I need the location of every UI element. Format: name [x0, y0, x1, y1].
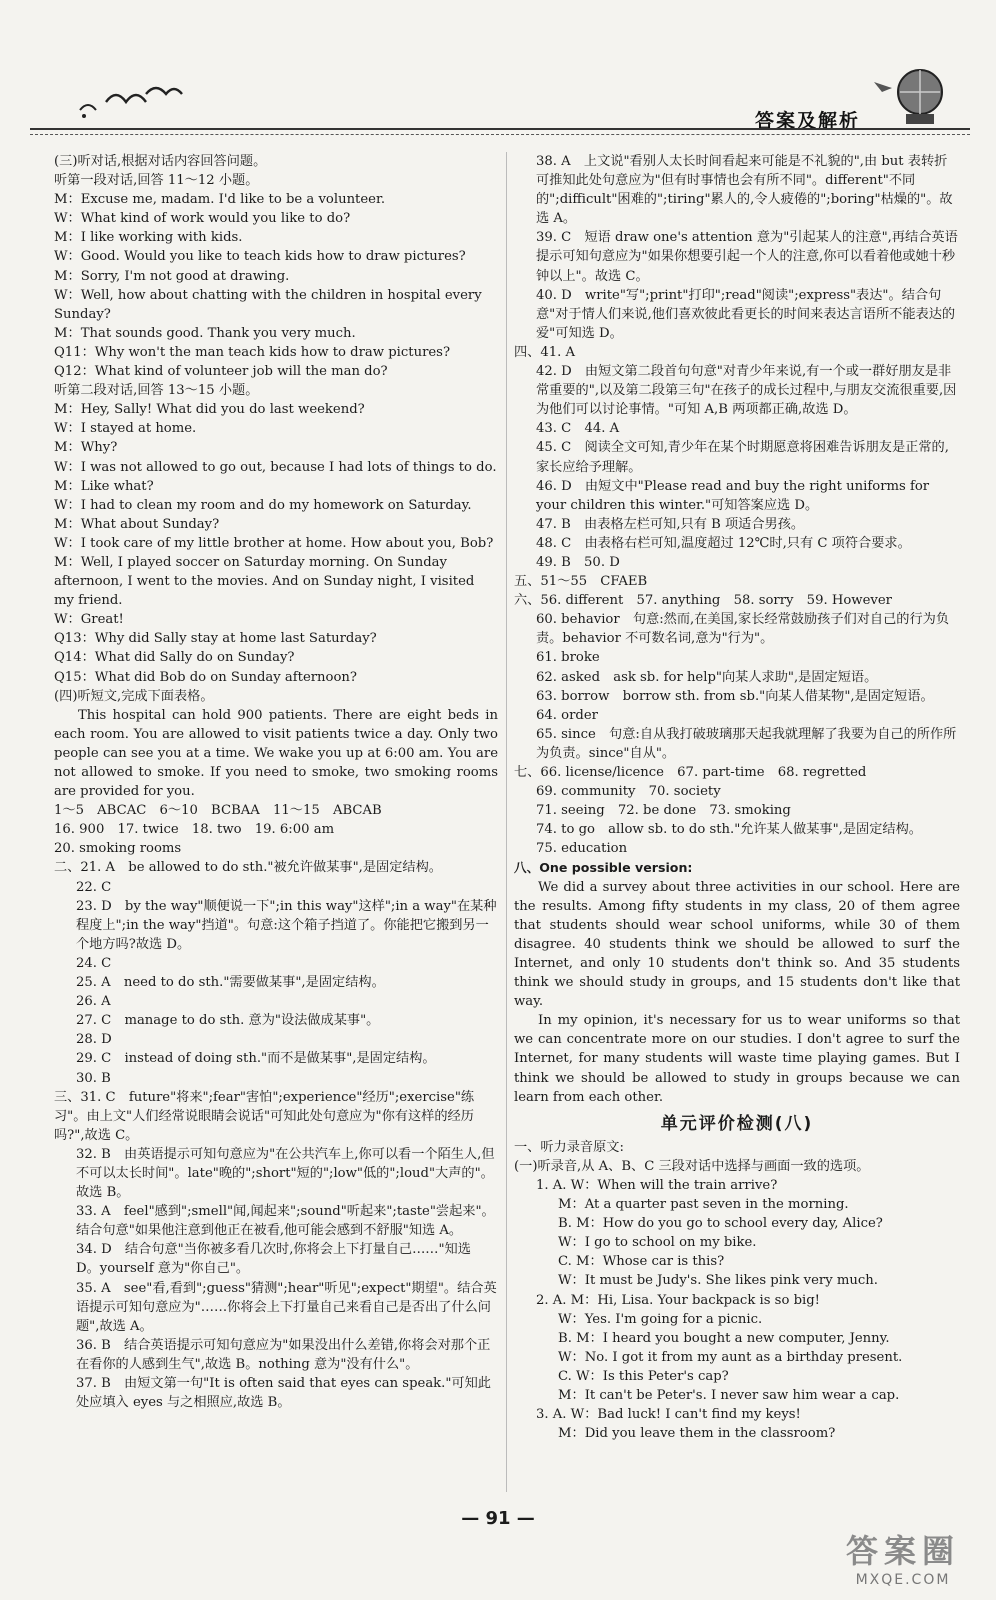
text-line: 62. asked ask sb. for help"向某人求助",是固定短语。 — [536, 669, 878, 685]
text-line: 35. A see"看,看到";guess"猜测";hear"听见";expect"期望"。结合英语提示可知句意应为"……你将会上下打量自己来看自己是否出了什么问题",故选 A。 — [76, 1280, 497, 1334]
text-line: 30. B — [76, 1070, 111, 1086]
text-line: C. M：Whose car is this? — [558, 1254, 725, 1270]
header-title: 答案及解析 — [754, 110, 860, 132]
text-line: M：At a quarter past seven in the morning. — [558, 1197, 849, 1213]
text-line: W：I go to school on my bike. — [558, 1235, 757, 1251]
text-line: 39. C 短语 draw one's attention 意为"引起某人的注意",再结合英语提示可知句意应为"如果你想要引起一个人的注意,你可以看着他或她十秒钟以上"。故选 C。 — [536, 230, 958, 284]
text-line: 八、One possible version: — [514, 860, 693, 876]
text-line: 49. B 50. D — [536, 554, 620, 570]
text-line: 61. broke — [536, 650, 600, 666]
text-line: W：Good. Would you like to teach kids how to draw pictures? — [54, 249, 466, 265]
text-line: M：Hey, Sally! What did you do last weekend? — [54, 402, 365, 418]
text-line: This hospital can hold 900 patients. There are eight beds in each room. You are allowed to visit patients twice a day. Only two people can see you at a time. We wake you up at 6:00 am. You are not allowed to smoke. If you need to smoke, two smoking rooms are provided for you. — [54, 707, 498, 800]
text-line: 1. A. W：When will the train arrive? — [536, 1177, 778, 1193]
text-line: C. W：Is this Peter's cap? — [558, 1368, 729, 1384]
text-line: 24. C — [76, 955, 112, 971]
text-line: M：Like what? — [54, 478, 154, 494]
watermark-text: 答案圈 — [845, 1532, 960, 1570]
text-line: 63. borrow borrow sth. from sb."向某人借某物",是固定短语。 — [536, 688, 934, 704]
text-line: (四)听短文,完成下面表格。 — [54, 688, 214, 704]
text-line: 七、66. license/licence 67. part-time 68. regretted — [514, 765, 867, 780]
text-line: 三、31. C future"将来";fear"害怕";experience"经历";exercise"练习"。由上文"人们经常说眼睛会说话"可知此处句意应为"你有这样的经历吗?",故选 C。 — [54, 1089, 475, 1143]
column-divider — [506, 152, 507, 1492]
text-line: 33. A feel"感到";smell"闻,闻起来";sound"听起来";taste"尝起来"。结合句意"如果他注意到他正在被看,他可能会感到不舒服"知选 A。 — [76, 1204, 495, 1239]
birds-icon — [76, 80, 186, 120]
text-line: W：I stayed at home. — [54, 421, 197, 437]
text-line: M：Well, I played soccer on Saturday morning. On Sunday afternoon, I went to the movies. And on Sunday night, I visited my friend. — [54, 554, 475, 609]
text-line: 22. C — [76, 879, 112, 895]
text-line: M：What about Sunday? — [54, 516, 220, 532]
text-line: 听第一段对话,回答 11～12 小题。 — [54, 173, 259, 189]
text-line: 27. C manage to do sth. 意为"设法做成某事"。 — [76, 1013, 380, 1029]
text-line: 四、41. A — [514, 344, 576, 360]
text-line: 45. C 阅读全文可知,青少年在某个时期愿意将困难告诉朋友是正常的,家长应给予理解。 — [536, 440, 949, 475]
text-line: 3. A. W：Bad luck! I can't find my keys! — [536, 1407, 801, 1423]
text-line: 六、56. different 57. anything 58. sorry 59. However — [514, 593, 892, 609]
text-line: 43. C 44. A — [536, 421, 620, 437]
text-line: 64. order — [536, 707, 598, 723]
text-line: M：Why? — [54, 440, 118, 456]
left-column — [54, 152, 498, 1412]
watermark — [828, 1526, 978, 1586]
text-line: 28. D — [76, 1032, 112, 1048]
text-line: W：I had to clean my room and do my homework on Saturday. — [54, 497, 472, 513]
text-line: 75. education — [536, 841, 628, 857]
text-line: W：Well, how about chatting with the children in hospital every Sunday? — [54, 287, 482, 322]
text-line: 32. B 由英语提示可知句意应为"在公共汽车上,你可以看一个陌生人,但不可以太长时间"。late"晚的";short"短的";low"低的";loud"大声的"。故选 B。 — [76, 1146, 495, 1201]
text-line: 40. D write"写";print"打印";read"阅读";express"表达"。结合句意"对于情人们来说,他们喜欢彼此看更长的时间来表达言语所不能表达的爱"可知选 D。 — [536, 287, 956, 341]
text-line: 23. D by the way"顺便说一下";in this way"这样";in a way"在某种程度上";in the way"挡道"。句意:这个箱子挡道了。你能把它搬到另一个地方吗?故选 D。 — [76, 898, 497, 952]
text-line: 37. B 由短文第一句"It is often said that eyes can speak."可知此处应填入 eyes 与之相照应,故选 B。 — [76, 1376, 491, 1411]
text-line: M：Did you leave them in the classroom? — [558, 1426, 836, 1442]
globe-icon — [870, 62, 950, 128]
text-line: 29. C instead of doing sth."而不是做某事",是固定结构。 — [76, 1051, 436, 1067]
text-line: B. M：I heard you bought a new computer, Jenny. — [558, 1330, 890, 1346]
text-line: In my opinion, it's necessary for us to wear uniforms so that we can concentrate more on our studies. I don't agree to surf the Internet, for many students will waste time playing games. But I think we should be allowed to study in groups because we can learn from each other. — [514, 1013, 960, 1105]
text-line: 48. C 由表格右栏可知,温度超过 12℃时,只有 C 项符合要求。 — [536, 535, 911, 551]
text-line: 一、听力录音原文: — [514, 1139, 624, 1155]
header-rule — [30, 128, 970, 130]
text-line: 25. A need to do sth."需要做某事",是固定结构。 — [76, 975, 385, 991]
text-line: 1～5 ABCAC 6～10 BCBAA 11～15 ABCAB — [54, 803, 382, 819]
text-line: 34. D 结合句意"当你被多看几次时,你将会上下打量自己……"知选 D。yourself 意为"你自己"。 — [76, 1242, 471, 1277]
text-line: W：Yes. I'm going for a picnic. — [558, 1311, 763, 1327]
text-line: 60. behavior 句意:然而,在美国,家长经常鼓励孩子们对自己的行为负责。behavior 不可数名词,意为"行为"。 — [536, 612, 950, 647]
text-line: W：I was not allowed to go out, because I had lots of things to do. — [54, 459, 497, 475]
text-line: W：What kind of work would you like to do? — [54, 211, 351, 227]
text-line: 42. D 由短文第二段首句句意"对青少年来说,有一个或一群好朋友是非常重要的",以及第二段第三句"在孩子的成长过程中,与朋友交流很重要,因为他们可以讨论事情。"可知 A,B 两项都正确,故选 D。 — [536, 364, 957, 418]
text-line: Q15：What did Bob do on Sunday afternoon? — [54, 669, 357, 685]
right-column-listening — [514, 1138, 960, 1444]
text-line: 38. A 上文说"看别人太长时间看起来可能是不礼貌的",由 but 表转折可推知此处句意应为"但有时事情也会有所不同"。different"不同的";difficult"困难的";tiring"累人的,令人疲倦的";boring"枯燥的"。故选 A。 — [536, 154, 953, 227]
text-line: 36. B 结合英语提示可知句意应为"如果没出什么差错,你将会对那个正在看你的人感到生气",故选 B。nothing 意为"没有什么"。 — [76, 1337, 491, 1372]
right-column-answers — [514, 152, 960, 1107]
text-line: M：That sounds good. Thank you very much. — [54, 325, 356, 341]
text-line: W：It must be Judy's. She likes pink very much. — [558, 1273, 878, 1289]
text-line: We did a survey about three activities in our school. Here are the results. Among fifty students in my class, 20 of them agree that students should wear school uniforms, while 30 of them disagree. 40 students think we should be allowed to surf the Internet, and only 10 students don't think so. And 35 students think we should study in groups, and 15 students don't like that way. — [514, 879, 960, 1010]
text-line: Q13：Why did Sally stay at home last Saturday? — [54, 631, 377, 647]
section-title: 单元评价检测(八) — [660, 1113, 814, 1134]
page-number: — 91 — — [461, 1508, 535, 1529]
text-line: (三)听对话,根据对话内容回答问题。 — [54, 154, 267, 169]
text-line: W：I took care of my little brother at home. How about you, Bob? — [54, 535, 494, 551]
text-line: 2. A. M：Hi, Lisa. Your backpack is so big! — [536, 1292, 820, 1308]
text-line: W：No. I got it from my aunt as a birthday present. — [558, 1349, 903, 1365]
text-line: 26. A — [76, 994, 111, 1010]
header-rule-dashed — [30, 134, 970, 135]
text-line: (一)听录音,从 A、B、C 三段对话中选择与画面一致的选项。 — [514, 1158, 870, 1174]
text-line: 65. since 句意:自从我打破玻璃那天起我就理解了我要为自己的所作所为负责。since"自从"。 — [536, 726, 957, 761]
watermark-url: MXQE.COM — [855, 1572, 951, 1588]
text-line: M：Sorry, I'm not good at drawing. — [54, 268, 290, 284]
text-line: 二、21. A be allowed to do sth."被允许做某事",是固定结构。 — [54, 860, 442, 876]
text-line: 听第二段对话,回答 13～15 小题。 — [54, 383, 259, 399]
text-line: 74. to go allow sb. to do sth."允许某人做某事",是固定结构。 — [536, 822, 922, 838]
text-line: 47. B 由表格左栏可知,只有 B 项适合男孩。 — [536, 516, 805, 532]
text-line: 46. D 由短文中"Please read and buy the right uniforms for your children this winter."可知答案应选 D。 — [536, 478, 930, 513]
text-line: 69. community 70. society — [536, 784, 721, 800]
page-header — [30, 62, 970, 146]
text-line: 16. 900 17. twice 18. two 19. 6:00 am — [54, 822, 335, 838]
text-line: 20. smoking rooms — [54, 841, 182, 857]
text-line: Q14：What did Sally do on Sunday? — [54, 650, 295, 666]
text-line: Q11：Why won't the man teach kids how to draw pictures? — [54, 344, 451, 360]
text-line: B. M：How do you go to school every day, Alice? — [558, 1216, 883, 1232]
text-line: W：Great! — [54, 612, 124, 628]
text-line: M：I like working with kids. — [54, 230, 243, 246]
text-line: M：Excuse me, madam. I'd like to be a volunteer. — [54, 192, 386, 208]
text-line: 71. seeing 72. be done 73. smoking — [536, 803, 791, 819]
text-line: 五、51～55 CFAEB — [514, 574, 648, 590]
text-line: M：It can't be Peter's. I never saw him wear a cap. — [558, 1388, 900, 1403]
right-column — [514, 152, 960, 1443]
text-line: Q12：What kind of volunteer job will the man do? — [54, 364, 388, 380]
